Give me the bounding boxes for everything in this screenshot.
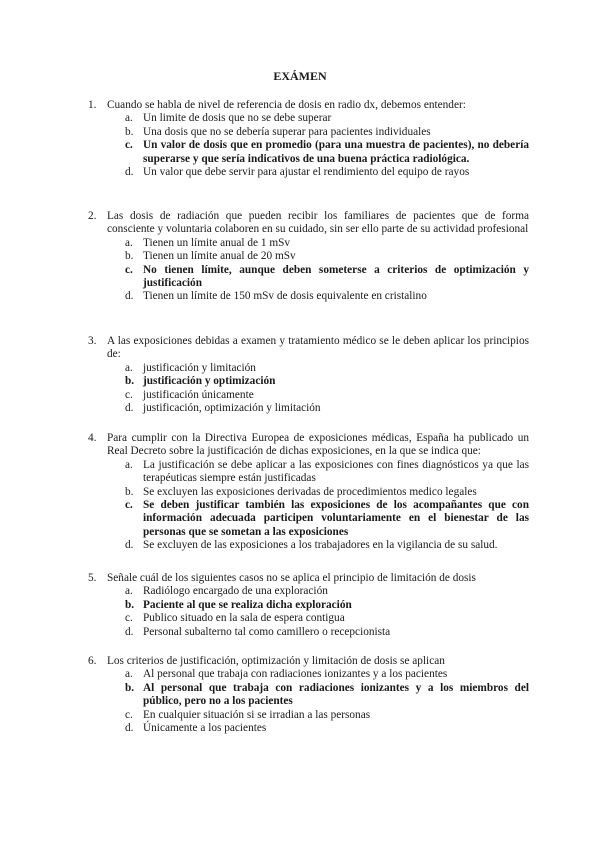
option-d: d. Un valor que debe servir para ajustar el rendimiento del equipo de rayos	[125, 166, 470, 179]
page-title: EXÁMEN	[273, 69, 327, 83]
question-4	[88, 432, 529, 553]
question-number: 1.	[88, 99, 97, 111]
question-text: Señale cuál de los siguientes casos no se aplica el principio de limitación de dosis	[107, 572, 476, 584]
question-text: Las dosis de radiación que pueden recibir los familiares de pacientes que de forma consciente y voluntaria colaboren en su cuidado, sin ser ello parte de su actividad profesional	[107, 210, 529, 236]
option-b-correct: b. justificación y optimización	[125, 375, 276, 388]
option-a: a. Al personal que trabaja con radiaciones ionizantes y a los pacientes	[125, 668, 448, 681]
options-list	[88, 237, 529, 304]
option-c: c. Publico situado en la sala de espera contigua	[125, 612, 345, 625]
option-c-correct: c. Se deben justificar también las exposiciones de los acompañantes que con información adecuada participen voluntariamente en el bienestar de las personas que se sometan a las exposiciones	[125, 499, 529, 538]
option-c: c. justificación únicamente	[125, 388, 254, 401]
options-list	[88, 362, 529, 416]
question-text: Para cumplir con la Directiva Europea de exposiciones médicas, España ha publicado un Real Decreto sobre la justificación de dichas exposiciones, en la que se indica que:	[107, 432, 529, 458]
question-text: A las exposiciones debidas a examen y tratamiento médico se le deben aplicar los principios de:	[107, 335, 529, 361]
option-c-correct: c. Un valor de dosis que en promedio (para una muestra de pacientes), no debería superarse y que sería indicativos de una buena práctica radiológica.	[125, 139, 529, 165]
question-6	[88, 655, 529, 735]
option-b-correct: b. Al personal que trabaja con radiaciones ionizantes y a los miembros del público, pero no a los pacientes	[125, 681, 529, 708]
options-list	[88, 459, 529, 553]
question-number: 3.	[88, 335, 97, 347]
options-list	[88, 585, 529, 639]
option-a: a. Un limite de dosis que no se debe superar	[125, 112, 332, 125]
option-d: d. justificación, optimización y limitación	[125, 402, 321, 415]
question-1	[88, 99, 529, 179]
question-text: Los criterios de justificación, optimización y limitación de dosis se aplican	[107, 655, 445, 667]
option-b: b. Tienen un límite anual de 20 mSv	[125, 250, 296, 263]
option-d: d. Personal subalterno tal como camillero o recepcionista	[125, 625, 391, 638]
option-b: b. Una dosis que no se debería superar para pacientes individuales	[125, 125, 431, 138]
option-b: b. Se excluyen las exposiciones derivadas de procedimientos medico legales	[125, 485, 477, 498]
question-3	[88, 335, 529, 415]
question-5	[88, 572, 529, 639]
option-c-correct: c. No tienen límite, aunque deben someterse a criterios de optimización y justificación	[125, 263, 529, 290]
question-number: 5.	[88, 572, 97, 584]
question-text: Cuando se habla de nivel de referencia de dosis en radio dx, debemos entender:	[107, 99, 466, 111]
question-number: 6.	[88, 655, 97, 667]
option-a: a. Radiólogo encargado de una exploración	[125, 585, 328, 598]
option-b-correct: b. Paciente al que se realiza dicha exploración	[125, 598, 352, 611]
option-d: d. Únicamente a los pacientes	[125, 722, 267, 735]
options-list	[88, 112, 529, 179]
question-number: 2.	[88, 210, 97, 222]
option-c: c. En cualquier situación si se irradian a las personas	[125, 708, 371, 721]
question-number: 4.	[88, 432, 97, 444]
option-d: d. Se excluyen de las exposiciones a los trabajadores en la vigilancia de su salud.	[125, 539, 498, 552]
option-d: d. Tienen un límite de 150 mSv de dosis equivalente en cristalino	[125, 290, 427, 303]
option-a: a. justificación y limitación	[125, 361, 256, 374]
question-2	[88, 210, 529, 304]
option-a: a. Tienen un límite anual de 1 mSv	[125, 236, 291, 249]
options-list	[88, 668, 529, 735]
option-a: a. La justificación se debe aplicar a las exposiciones con fines diagnósticos ya que las terapéuticas siempre están justificadas	[125, 458, 529, 485]
